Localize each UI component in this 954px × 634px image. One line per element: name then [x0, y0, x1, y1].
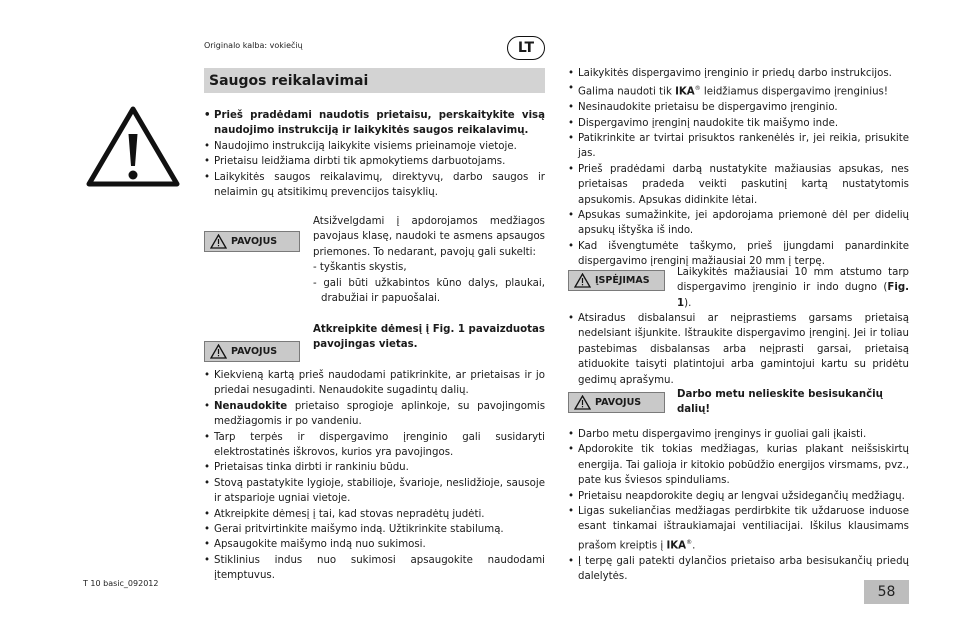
list-item — [568, 427, 909, 442]
doc-id: T 10 basic_092012 — [83, 579, 159, 588]
list-item-text: Tarp terpės ir dispergavimo įrenginio gali susidaryti elektrostatinės iškrovos, kurios yra pavojingos. — [214, 431, 545, 459]
list-item-text: Kiekvieną kartą prieš naudodami patikrinkite, ar prietaisas ir jo priedai nesugadinti. Nenaudokite sugadintų dalių. — [214, 370, 545, 397]
list-item — [204, 553, 545, 584]
list-item — [568, 554, 909, 585]
registered-mark: ® — [686, 538, 693, 546]
list-item-text: Stiklinius indus nuo sukimosi apsaugokite naudodami įtemptuvus. — [214, 554, 545, 582]
list-item — [568, 504, 909, 554]
operation-bullets — [568, 427, 909, 584]
small-warning-triangle-icon — [210, 344, 227, 359]
danger-paragraph: Atsižvelgdami į apdorojamos medžiagos pavojaus klasę, naudoki te asmens apsaugos priemones. To nedarant, pavojų gali sukelti: — [313, 216, 545, 258]
list-item-text: Apsukas sumažinkite, jei apdorojama priemonė dėl per didelių apsukų ištyška iš indo. — [578, 210, 909, 237]
small-warning-triangle-icon — [574, 395, 591, 410]
section-title: Saugos reikalavimai — [204, 68, 545, 93]
list-item-text: leidžiamus dispergavimo įrenginius! — [700, 86, 888, 98]
list-item-text: Patikrinkite ar tvirtai prisuktos rankenėlės ir, jei reikia, prisukite jas. — [578, 133, 909, 160]
list-item — [204, 460, 545, 475]
list-item — [568, 100, 909, 115]
danger-label-text: PAVOJUS — [231, 236, 278, 247]
dash-item: - gali būti užkabintos kūno dalys, plaukai, drabužiai ir papuošalai. — [313, 277, 545, 305]
warning-triangle-icon — [84, 104, 182, 192]
list-item: • Atsiradus disbalansui ar neįprastiems garsams prietaisą nedelsiant išjunkite. Ištraukite dispergavimo įrenginį. Jei ir toliau pastebimas disbalansas arba neįprasti garsai, prietaisą atiduokite taisyti platintojui arba gamintojui kartu su pridėtu gedimų aprašymu. — [568, 311, 909, 388]
language-badge: LT — [507, 36, 545, 60]
list-item — [568, 489, 909, 504]
list-item — [568, 442, 909, 488]
small-warning-triangle-icon — [574, 273, 591, 288]
instruction-bullets — [568, 66, 909, 270]
list-item — [204, 522, 545, 537]
list-item-text: Atkreipkite dėmesį į tai, kad stovas nepradėtų judėti. — [214, 508, 485, 520]
list-item — [204, 537, 545, 552]
registered-mark: ® — [694, 85, 701, 93]
list-item — [568, 66, 909, 81]
warning-paragraph — [677, 265, 909, 311]
intro-bullets — [204, 108, 545, 200]
danger-label-text: PAVOJUS — [231, 346, 278, 357]
list-item: • Naudojimo instrukciją laikykite visiems prieinamoje vietoje. — [204, 139, 545, 154]
list-item — [204, 399, 545, 430]
danger-label-text: PAVOJUS — [595, 397, 642, 408]
danger-label — [204, 231, 300, 252]
list-item: • Laikykitės saugos reikalavimų, direktyvų, darbo saugos ir nelaimin gų atsitikimų prevencijos taisyklių. — [204, 170, 545, 201]
list-item-text: Darbo metu dispergavimo įrenginys ir guoliai gali įkaisti. — [578, 429, 867, 440]
list-item — [204, 507, 545, 522]
danger-text — [313, 214, 545, 306]
list-item-text: Gerai pritvirtinkite maišymo indą. Užtikrinkite stabilumą. — [214, 524, 504, 536]
danger-label — [568, 392, 665, 413]
list-item-text: Galima naudoti tik — [578, 86, 676, 98]
list-item-text: prietaiso sprogioje aplinkoje, su pavojingomis medžiagomis ir po vandeniu. — [214, 400, 545, 428]
list-item — [568, 208, 909, 239]
list-item-text: Nesinaudokite prietaisu be dispergavimo įrenginio. — [578, 102, 838, 114]
list-item-text: Laikykitės dispergavimo įrenginio ir priedų darbo instrukcijos. — [578, 68, 892, 79]
list-item — [568, 162, 909, 208]
warning-label-text: ĮSPĖJIMAS — [595, 275, 650, 286]
list-item-text: Stovą pastatykite lygioje, stabilioje, švarioje, neslidžioje, sausoje ir atsparioje ugniai vietoje. — [214, 477, 545, 505]
danger-label — [204, 341, 300, 362]
imbalance-bullet — [568, 311, 909, 388]
emphasis: Nenaudokite — [214, 400, 288, 412]
brand-name: IKA — [675, 86, 695, 98]
list-item: • Prieš pradėdami naudotis prietaisu, perskaitykite visą naudojimo instrukciją ir laikykitės saugos reikalavimų. — [204, 108, 545, 139]
danger-paragraph: Atkreipkite dėmesį į Fig. 1 pavaizduotas pavojingas vietas. — [313, 324, 545, 351]
small-warning-triangle-icon — [210, 234, 227, 249]
list-item — [204, 476, 545, 507]
list-item-text: Apsaugokite maišymo indą nuo sukimosi. — [214, 539, 426, 551]
warning-label — [568, 270, 665, 291]
list-item-text: Prieš pradėdami darbą nustatykite mažiausias apsukas, nes prietaisas pradeda veikti paskutinį kartą nustatytomis apsukomis. Apsukas didinkite lėtai. — [578, 163, 909, 206]
list-item-text: Apdorokite tik tokias medžiagas, kurias plakant neišsiskirtų energija. Tai galioja ir kitokio pobūdžio energijos virsmams, pvz., pate kus šviesos spinduliams. — [578, 444, 909, 487]
list-item-text: Kad išvengtumėte taškymo, prieš įjungdami panardinkite dispergavimo įrenginį mažiausiai 20 mm į terpę. — [578, 240, 909, 268]
page-number: 58 — [864, 580, 909, 604]
list-item-text: . — [692, 540, 696, 552]
list-item-text: Ligas sukeliančias medžiagas perdirbkite tik uždaruose induose esant tinkamai ištraukiamajai ventiliacijai. Iškilus klausimams prašom kreiptis į — [578, 506, 909, 552]
list-item: • Prietaisu leidžiama dirbti tik apmokytiems darbuotojams. — [204, 154, 545, 169]
list-item — [204, 430, 545, 461]
list-item — [568, 116, 909, 131]
fig-reference: Fig. 1 — [677, 282, 909, 309]
warning-text-end: ). — [684, 297, 692, 309]
list-item — [204, 368, 545, 399]
list-item — [568, 81, 909, 100]
list-item-text: Dispergavimo įrenginį naudokite tik maišymo inde. — [578, 117, 839, 129]
warning-text: Laikykitės mažiausiai 10 mm atstumo tarp dispergavimo įrenginio ir indo dugno ( — [677, 267, 909, 294]
list-item-text: Į terpę gali patekti dylančios prietaiso arba besisukančių priedų dalelytės. — [578, 555, 909, 583]
danger-paragraph: Darbo metu nelieskite besisukančių dalių! — [677, 389, 883, 416]
list-item — [568, 131, 909, 162]
safety-bullets — [204, 368, 545, 584]
original-language-note: Originalo kalba: vokiečių — [204, 41, 303, 50]
brand-name: IKA — [666, 540, 687, 552]
list-item-text: Prietaisu neapdorokite degių ar lengvai užsidegančių medžiagų. — [578, 490, 905, 502]
dash-item: - tyškantis skystis, — [313, 262, 407, 274]
list-item-text: Prietaisas tinka dirbti ir rankiniu būdu. — [214, 462, 409, 474]
